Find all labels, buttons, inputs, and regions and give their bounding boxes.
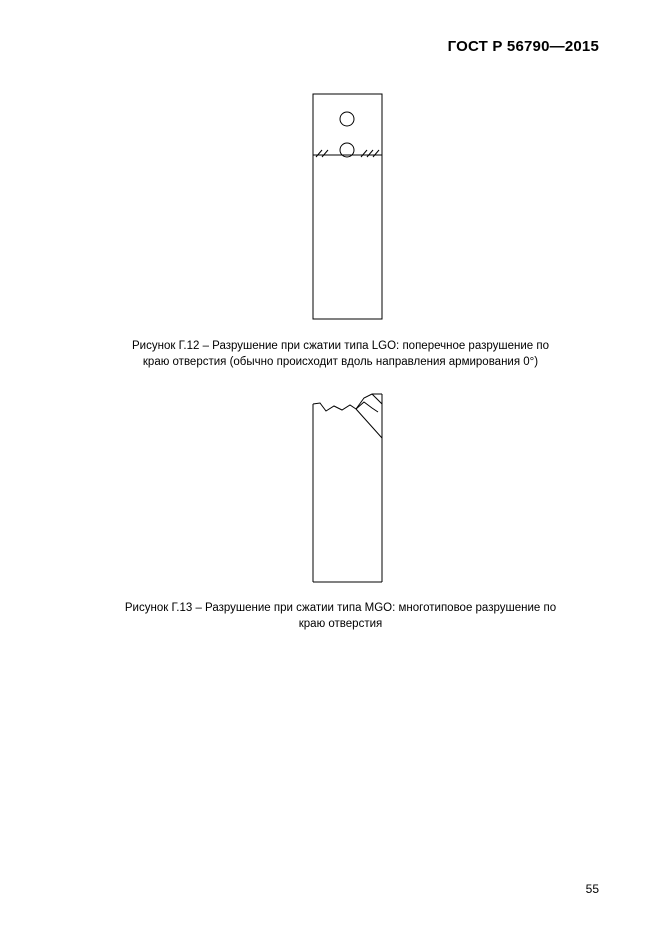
fracture-chip [356, 402, 378, 412]
fastener-hole-upper [340, 112, 354, 126]
figure-mgo-failure-drawing [0, 392, 661, 586]
specimen-outline [313, 94, 382, 319]
hatch-mark [361, 150, 367, 157]
caption-line: Рисунок Г.13 – Разрушение при сжатии типа MGO: многотиповое разрушение по [124, 602, 557, 614]
shear-line [372, 394, 382, 404]
figure-lgo-failure-drawing [0, 90, 661, 322]
hatch-mark [367, 150, 373, 157]
caption-line: краю отверстия [298, 618, 383, 630]
hatch-mark [322, 150, 328, 157]
fracture-edge [313, 394, 382, 411]
document-code: ГОСТ Р 56790—2015 [447, 38, 599, 55]
hatch-mark [316, 150, 322, 157]
shear-line [356, 409, 382, 438]
figure-caption-g12 [60, 338, 621, 370]
figure-caption-g13 [60, 600, 621, 632]
hatch-mark [373, 150, 379, 157]
page-number: 55 [585, 882, 599, 896]
caption-line: Рисунок Г.12 – Разрушение при сжатии типа LGO: поперечное разрушение по [132, 340, 549, 352]
caption-line: краю отверстия (обычно происходит вдоль направления армирования 0°) [142, 356, 539, 368]
